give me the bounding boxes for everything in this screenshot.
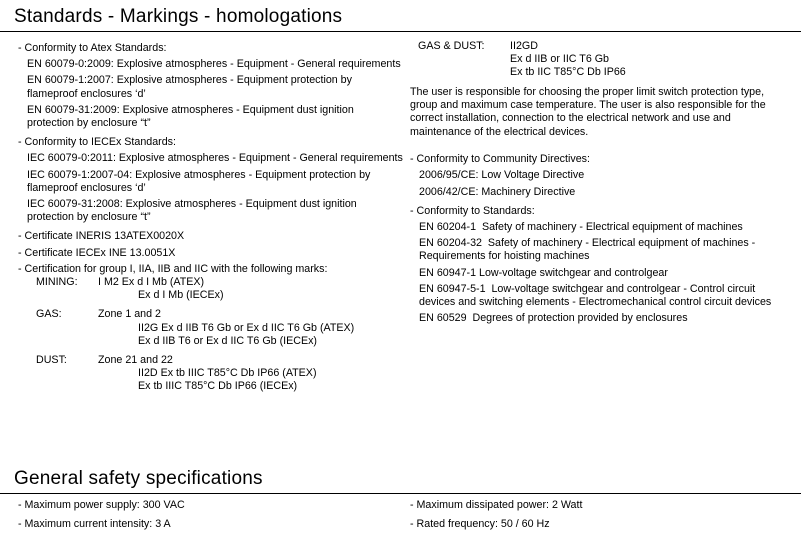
section-title-general-safety: General safety specifications: [0, 464, 801, 494]
marks-row: [18, 308, 403, 348]
marks-value: Ex tb IIIC T85°C Db IP66 (IECEx): [138, 380, 298, 393]
directive-item-2: 2006/42/CE: Machinery Directive: [419, 185, 576, 198]
directives-heading: - Conformity to Community Directives:: [410, 153, 590, 166]
iecex-heading: - Conformity to IECEx Standards:: [18, 136, 176, 149]
marks-value: Zone 1 and 2: [98, 308, 161, 321]
marks-row: [18, 354, 403, 394]
standard-item-1: EN 60204-1 Safety of machinery - Electrical equipment of machines: [419, 221, 743, 234]
marks-label-dust: DUST:: [36, 354, 67, 367]
atex-item-1: EN 60079-0:2009: Explosive atmospheres - Equipment - General requirements: [27, 58, 401, 71]
directive-item-1: 2006/95/CE: Low Voltage Directive: [419, 169, 585, 182]
certificate-iecex: - Certificate IECEx INE 13.0051X: [18, 246, 176, 259]
gasdust-values: [510, 40, 792, 80]
standards-right-column: [410, 40, 792, 325]
safety-item-max-current: - Maximum current intensity: 3 A: [18, 518, 171, 530]
responsibility-paragraph: The user is responsible for choosing the proper limit switch protection type, group and maximum case temperature. The user is also responsible for the correct installation, connection to the electrical network and use and maintenance of the electrical devices.: [410, 85, 766, 138]
marks-value: I M2 Ex d I Mb (ATEX): [98, 276, 205, 289]
standard-item-3: EN 60947-1 Low-voltage switchgear and controlgear: [419, 266, 668, 279]
gasdust-label: GAS & DUST:: [418, 40, 485, 52]
marks-value: II2G Ex d IIB T6 Gb or Ex d IIC T6 Gb (ATEX): [138, 321, 355, 334]
safety-item-max-dissipated-power: - Maximum dissipated power: 2 Watt: [410, 499, 583, 511]
standards-heading: - Conformity to Standards:: [410, 204, 535, 217]
iecex-item-2: IEC 60079-1:2007-04: Explosive atmospheres - Equipment protection by flameproof enclosures ‘d’: [27, 168, 374, 194]
section-title-standards: Standards - Markings - homologations: [0, 2, 801, 32]
marks-label-gas: GAS:: [36, 308, 62, 321]
marks-value: Ex d IIB T6 or Ex d IIC T6 Gb (IECEx): [138, 334, 317, 347]
iecex-item-1: IEC 60079-0:2011: Explosive atmospheres - Equipment - General requirements: [27, 152, 403, 165]
marks-values-mining: [98, 276, 403, 302]
atex-item-3: EN 60079-31:2009: Explosive atmospheres - Equipment dust ignition protection by enclosure “t”: [27, 103, 357, 130]
standard-item-2: EN 60204-32 Safety of machinery - Electrical equipment of machines - Requirements for hoisting machines: [419, 237, 759, 263]
standard-item-4: EN 60947-5-1 Low-voltage switchgear and controlgear - Control circuit devices and switching elements - Electromechanical control circuit devices: [419, 282, 772, 309]
general-safety-right-column: [410, 496, 792, 534]
standards-left-column: [18, 40, 403, 394]
marks-heading: - Certification for group I, IIA, IIB and IIC with the following marks:: [18, 262, 328, 275]
standard-item-5: EN 60529 Degrees of protection provided by enclosures: [419, 312, 688, 325]
gasdust-row: [410, 40, 792, 80]
marks-values-dust: [98, 354, 403, 394]
atex-heading: - Conformity to Atex Standards:: [18, 42, 167, 54]
certificate-ineris: - Certificate INERIS 13ATEX0020X: [18, 230, 185, 243]
marks-value: Ex d I Mb (IECEx): [138, 289, 224, 302]
marks-row: [18, 276, 403, 302]
safety-item-max-power-supply: - Maximum power supply: 300 VAC: [18, 499, 185, 511]
marks-label-mining: MINING:: [36, 276, 78, 289]
marks-values-gas: [98, 308, 403, 348]
marks-value: Zone 21 and 22: [98, 354, 173, 367]
atex-item-2: EN 60079-1:2007: Explosive atmospheres - Equipment protection by flameproof enclosures ‘d’: [27, 74, 355, 100]
iecex-item-3: IEC 60079-31:2008: Explosive atmospheres - Equipment dust ignition protection by enclosure “t”: [27, 198, 360, 224]
marks-value: II2D Ex tb IIIC T85°C Db IP66 (ATEX): [138, 367, 317, 380]
general-safety-left-column: [18, 496, 403, 534]
gasdust-value: II2GD: [510, 40, 538, 52]
gasdust-value: Ex tb IIC T85°C Db IP66: [510, 66, 626, 79]
safety-item-rated-frequency: - Rated frequency: 50 / 60 Hz: [410, 518, 550, 530]
gasdust-value: Ex d IIB or IIC T6 Gb: [510, 53, 609, 66]
